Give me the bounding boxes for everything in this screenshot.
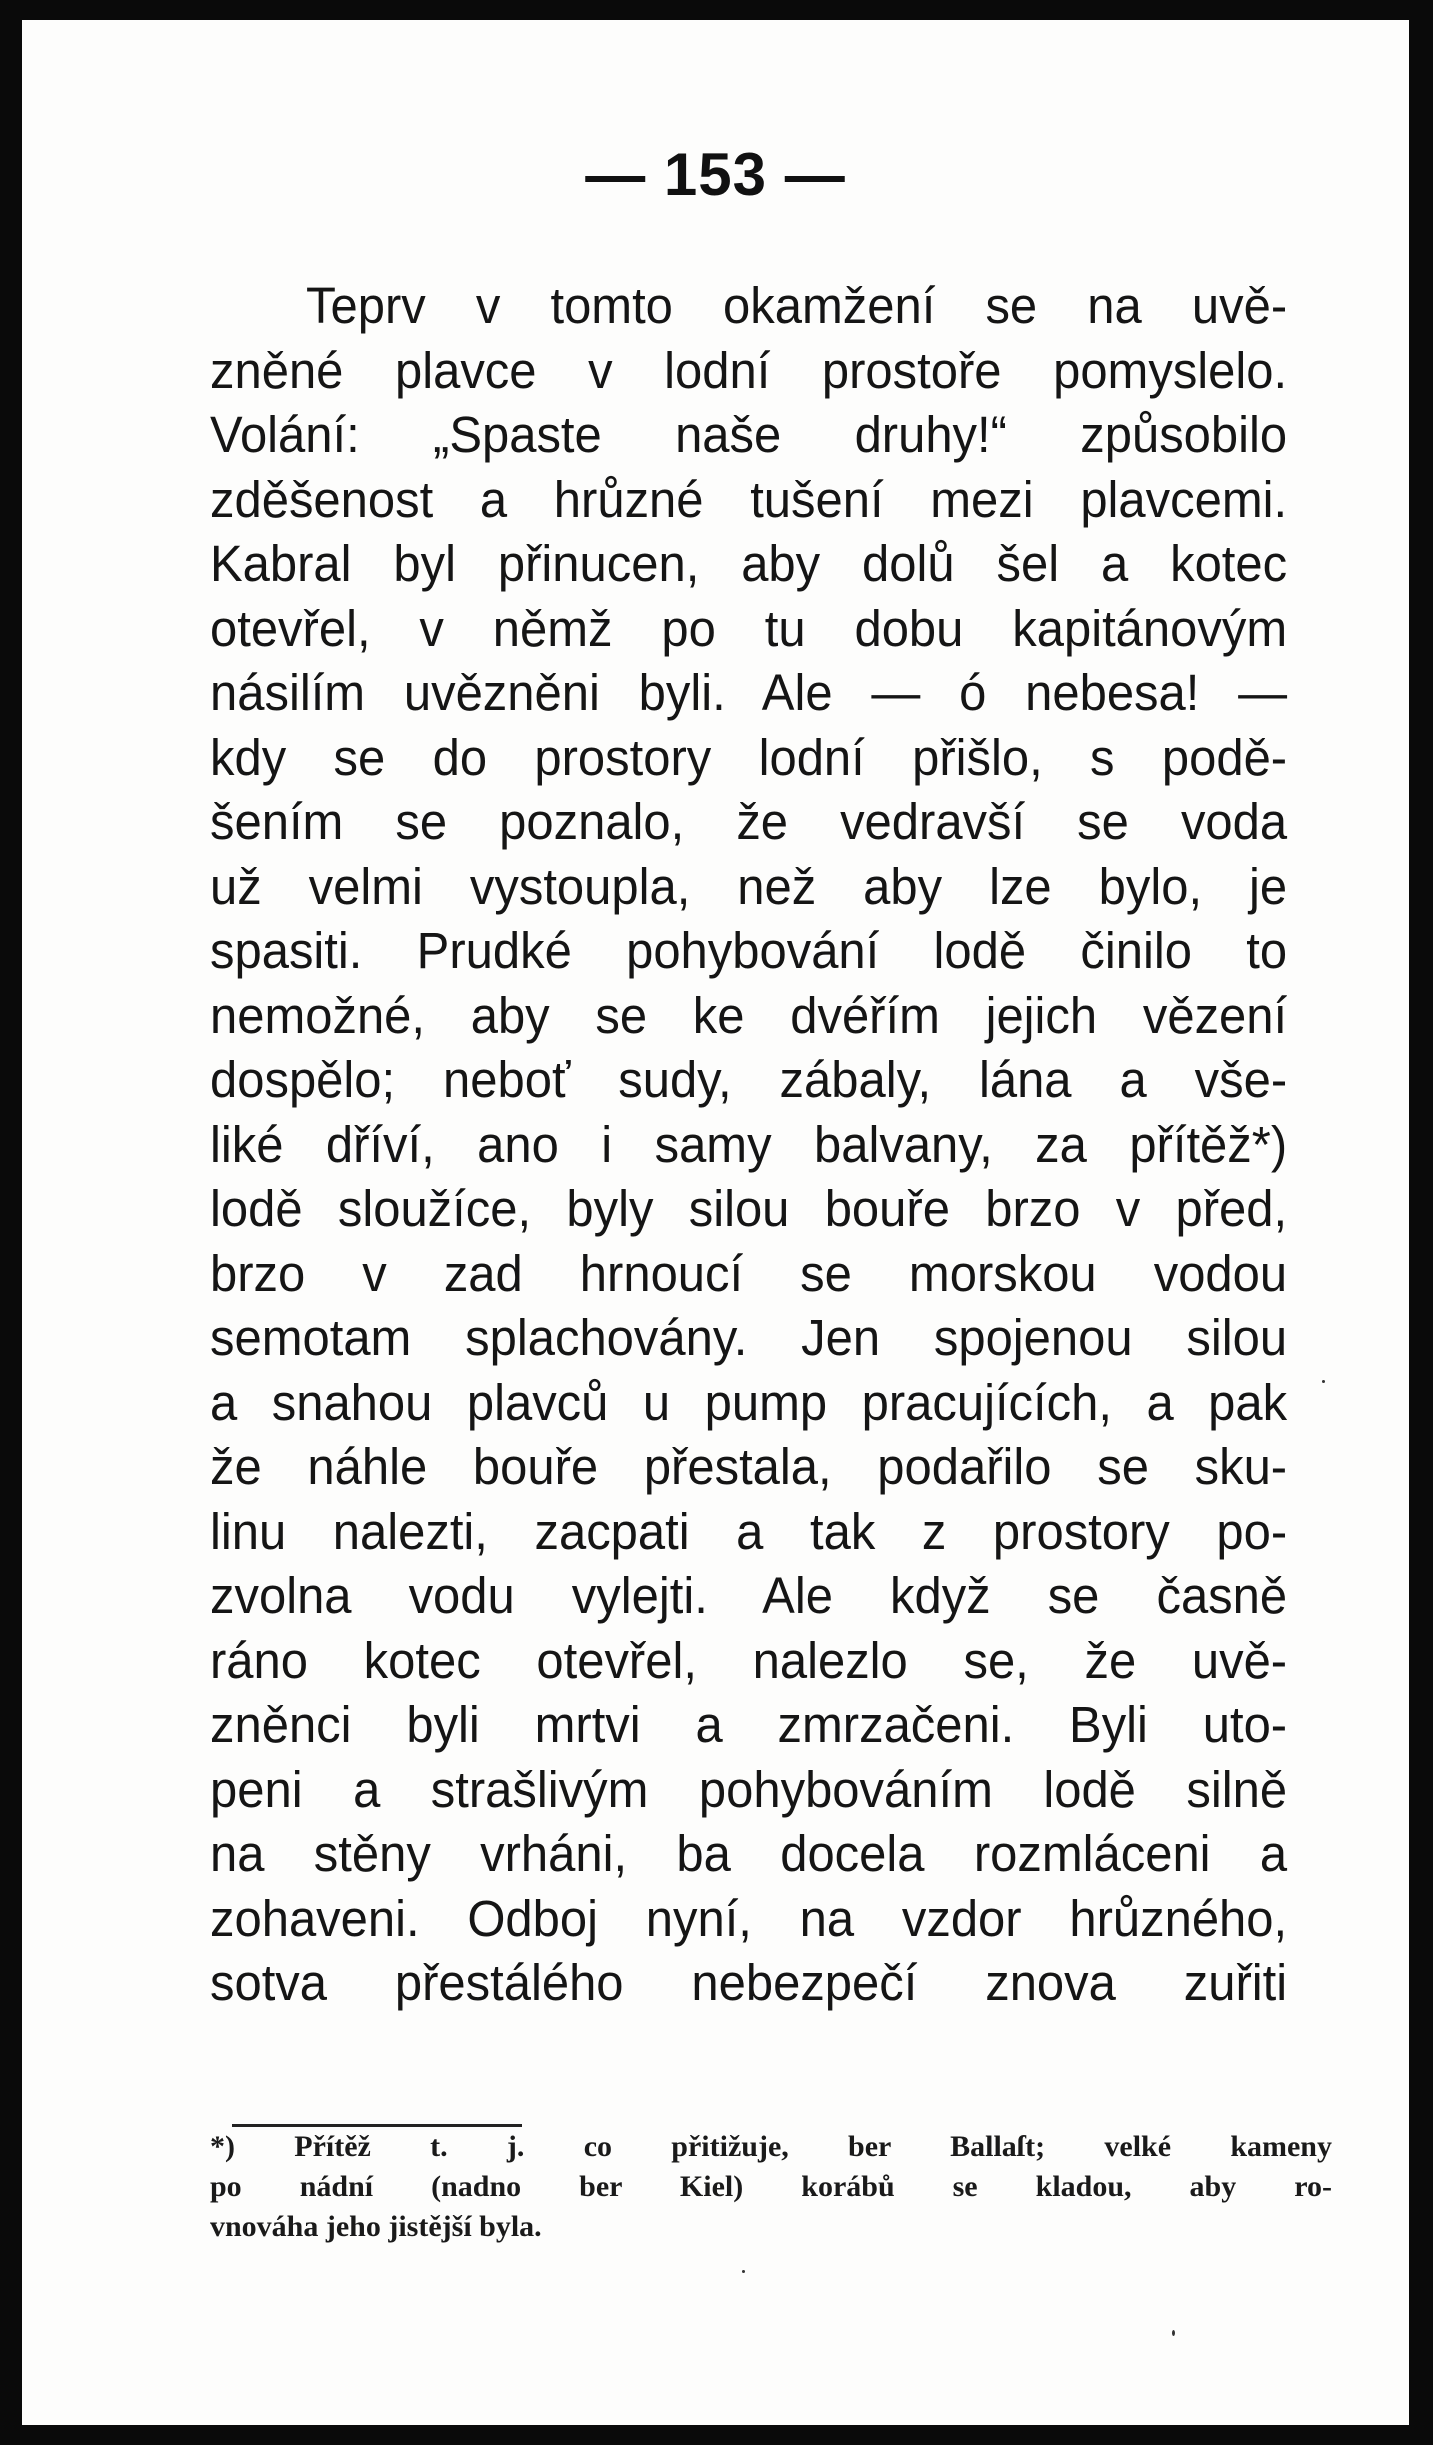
body-line: zděšenost a hrůzné tušení mezi plavcemi. (210, 470, 1288, 528)
body-line: kdy se do prostory lodní přišlo, s podě- (210, 728, 1288, 786)
body-line: na stěny vrháni, ba docela rozmláceni a (210, 1825, 1288, 1882)
body-line: ráno kotec otevřel, nalezlo se, že uvě- (210, 1631, 1288, 1689)
body-line: zvolna vodu vylejti. Ale když se časně (210, 1567, 1288, 1624)
book-page (22, 20, 1409, 2425)
body-line: Kabral byl přinucen, aby dolů šel a kotec (210, 535, 1288, 592)
scan-speck (1172, 2330, 1175, 2336)
body-line: dospělo; neboť sudy, zábaly, lána a vše- (210, 1051, 1288, 1108)
body-line: Volání: „Spaste naše druhy!“ způsobilo (210, 406, 1288, 463)
body-line: spasiti. Prudké pohybování lodě činilo to (210, 922, 1288, 979)
body-line: liké dříví, ano i samy balvany, za přítěž*) (210, 1115, 1288, 1173)
body-line: zněnci byli mrtvi a zmrzačeni. Byli uto- (210, 1696, 1288, 1753)
body-line: a snahou plavců u pump pracujících, a pak (210, 1373, 1288, 1431)
body-line: zněné plavce v lodní prostoře pomyslelo. (210, 341, 1288, 399)
footnote-line: vnováha jeho jistější byla. (210, 2210, 542, 2243)
body-line: násilím uvězněni byli. Ale — ó nebesa! — (210, 664, 1288, 721)
body-line: nemožné, aby se ke dvéřím jejich vězení (210, 986, 1288, 1044)
footnote-line: *) Přítěž t. j. co přitižuje, ber Ballaſt; velké kameny (210, 2130, 1332, 2163)
body-line: peni a strašlivým pohybováním lodě silně (210, 1760, 1288, 1818)
body-line: brzo v zad hrnoucí se morskou vodou (210, 1244, 1288, 1302)
body-line: sotva přestálého nebezpečí znova zuřiti (210, 1954, 1288, 2011)
body-line: že náhle bouře přestala, podařilo se sku- (210, 1438, 1288, 1495)
body-line: už velmi vystoupla, než aby lze bylo, je (210, 857, 1288, 915)
footnote-line: po nádní (nadno ber Kiel) korábů se kladou, aby ro- (210, 2170, 1332, 2203)
body-line: zohaveni. Odboj nyní, na vzdor hrůzného, (210, 1889, 1288, 1947)
body-line: šením se poznalo, že vedravší se voda (210, 793, 1288, 850)
scan-speck (1322, 1380, 1325, 1383)
scan-speck (742, 2270, 745, 2273)
body-line: otevřel, v němž po tu dobu kapitánovým (210, 599, 1288, 657)
page-number: — 153 — (585, 141, 846, 208)
body-line: linu nalezti, zacpati a tak z prostory po- (210, 1502, 1288, 1560)
body-line: lodě sloužíce, byly silou bouře brzo v před, (210, 1180, 1288, 1237)
footnote (210, 2127, 1332, 2247)
body-line: Teprv v tomto okamžení se na uvě- (306, 277, 1288, 334)
body-line: semotam splachovány. Jen spojenou silou (210, 1309, 1288, 1366)
body-text (210, 274, 1287, 2016)
